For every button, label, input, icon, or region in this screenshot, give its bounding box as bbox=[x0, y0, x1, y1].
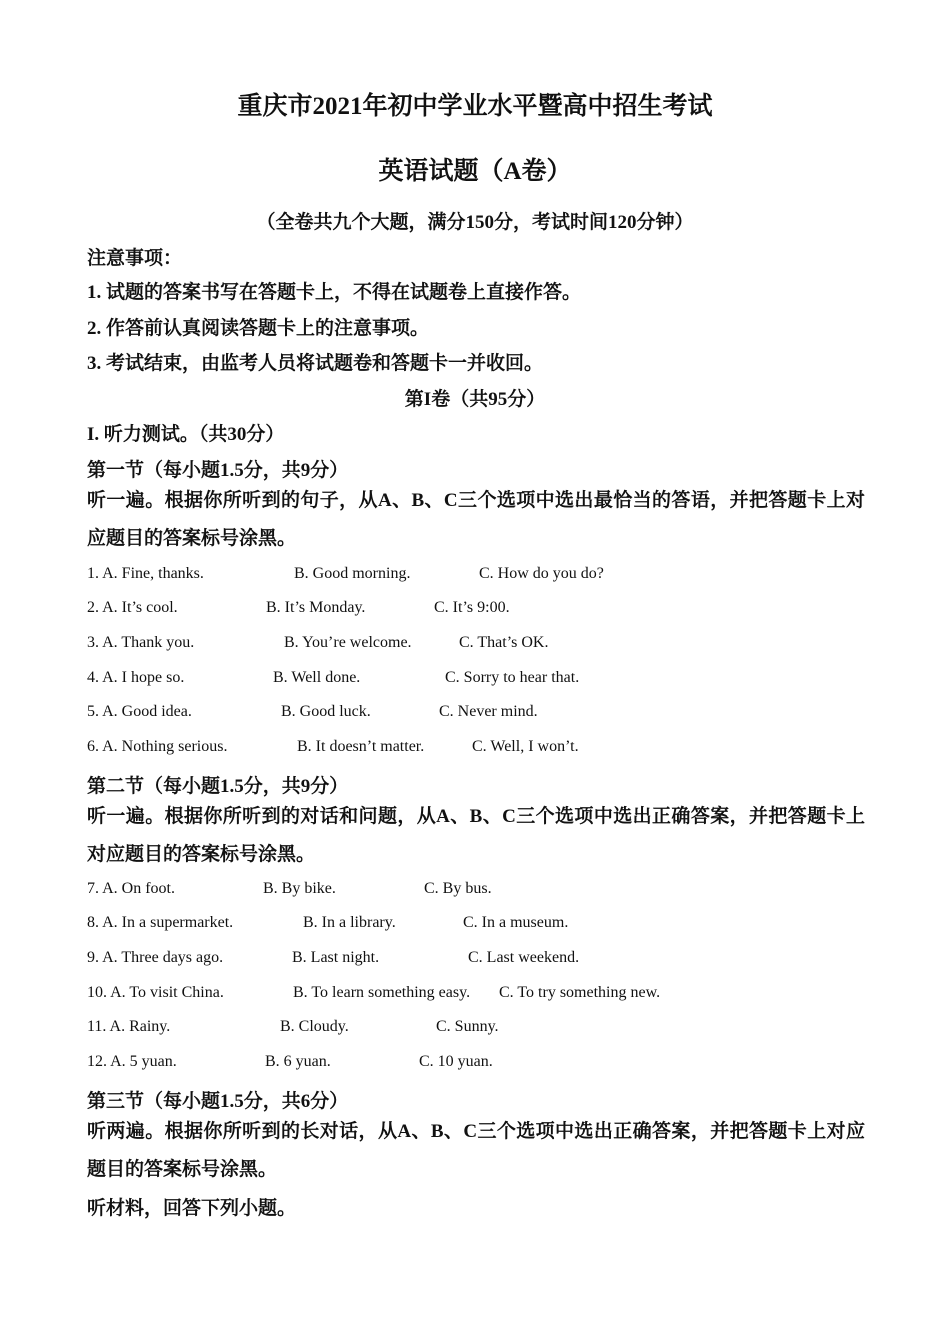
question-row bbox=[87, 949, 887, 971]
option-c: C. 10 yuan. bbox=[419, 1053, 493, 1070]
note-item: 3. 考试结束，由监考人员将试题卷和答题卡一并收回。 bbox=[87, 353, 544, 374]
question-row bbox=[87, 634, 887, 656]
question-row bbox=[87, 914, 887, 936]
option-b: B. Good morning. bbox=[294, 565, 411, 582]
option-b: B. Last night. bbox=[292, 949, 380, 966]
section-instruction: 听一遍。根据你所听到的对话和问题，从A、B、C三个选项中选出正确答案，并把答题卡上对应题目的答案标号涂黑。 bbox=[87, 806, 865, 865]
note-item: 1. 试题的答案书写在答题卡上，不得在试题卷上直接作答。 bbox=[87, 282, 582, 303]
notes-heading: 注意事项： bbox=[87, 248, 183, 269]
option-c: C. It’s 9:00. bbox=[434, 599, 510, 616]
section-instruction: 听两遍。根据你所听到的长对话，从A、B、C三个选项中选出正确答案，并把答题卡上对应题目的答案标号涂黑。 bbox=[87, 1121, 865, 1180]
section-title: I. 听力测试。（共30分） bbox=[87, 424, 285, 445]
option-b: B. In a library. bbox=[303, 914, 396, 931]
option-a: 5. A. Good idea. bbox=[87, 703, 192, 720]
question-row bbox=[87, 703, 887, 725]
option-c: C. How do you do? bbox=[479, 565, 604, 582]
question-row bbox=[87, 599, 887, 621]
option-b: B. It doesn’t matter. bbox=[297, 738, 425, 755]
option-a: 9. A. Three days ago. bbox=[87, 949, 224, 966]
part-title: 第I卷（共95分） bbox=[404, 389, 546, 410]
question-row bbox=[87, 1018, 887, 1040]
question-row bbox=[87, 738, 887, 760]
option-c: C. Sorry to hear that. bbox=[445, 669, 580, 686]
option-c: C. Last weekend. bbox=[468, 949, 580, 966]
option-a: 12. A. 5 yuan. bbox=[87, 1053, 177, 1070]
section-heading: 第二节（每小题1.5分，共9分） bbox=[87, 776, 349, 797]
option-a: 1. A. Fine, thanks. bbox=[87, 565, 204, 582]
section-instruction: 听一遍。根据你所听到的句子，从A、B、C三个选项中选出最恰当的答语，并把答题卡上对应题目的答案标号涂黑。 bbox=[87, 490, 865, 549]
option-c: C. By bus. bbox=[424, 880, 492, 897]
option-a: 10. A. To visit China. bbox=[87, 984, 224, 1001]
section-heading: 第三节（每小题1.5分，共6分） bbox=[87, 1091, 349, 1112]
option-c: C. Sunny. bbox=[436, 1018, 499, 1035]
question-row bbox=[87, 1053, 887, 1075]
option-c: C. In a museum. bbox=[463, 914, 569, 931]
question-row bbox=[87, 565, 887, 587]
option-a: 7. A. On foot. bbox=[87, 880, 175, 897]
option-b: B. You’re welcome. bbox=[284, 634, 412, 651]
question-row bbox=[87, 880, 887, 902]
option-b: B. 6 yuan. bbox=[265, 1053, 331, 1070]
option-a: 11. A. Rainy. bbox=[87, 1018, 171, 1035]
option-a: 6. A. Nothing serious. bbox=[87, 738, 228, 755]
note-item: 2. 作答前认真阅读答题卡上的注意事项。 bbox=[87, 318, 430, 339]
option-b: B. Good luck. bbox=[281, 703, 371, 720]
option-a: 8. A. In a supermarket. bbox=[87, 914, 234, 931]
exam-title: 重庆市2021年初中学业水平暨高中招生考试 bbox=[237, 93, 713, 120]
option-c: C. That’s OK. bbox=[459, 634, 549, 651]
question-row bbox=[87, 984, 887, 1006]
sub-instruction: 听材料，回答下列小题。 bbox=[87, 1198, 297, 1219]
option-a: 4. A. I hope so. bbox=[87, 669, 185, 686]
option-a: 2. A. It’s cool. bbox=[87, 599, 178, 616]
option-a: 3. A. Thank you. bbox=[87, 634, 195, 651]
option-c: C. Well, I won’t. bbox=[472, 738, 579, 755]
option-b: B. To learn something easy. bbox=[293, 984, 471, 1001]
exam-subtitle: 英语试题（A卷） bbox=[378, 158, 572, 185]
option-c: C. To try something new. bbox=[499, 984, 661, 1001]
question-row bbox=[87, 669, 887, 691]
option-c: C. Never mind. bbox=[439, 703, 538, 720]
option-b: B. By bike. bbox=[263, 880, 336, 897]
section-heading: 第一节（每小题1.5分，共9分） bbox=[87, 460, 349, 481]
option-b: B. It’s Monday. bbox=[266, 599, 366, 616]
option-b: B. Well done. bbox=[273, 669, 361, 686]
exam-info: （全卷共九个大题，满分150分，考试时间120分钟） bbox=[256, 212, 694, 233]
option-b: B. Cloudy. bbox=[280, 1018, 349, 1035]
